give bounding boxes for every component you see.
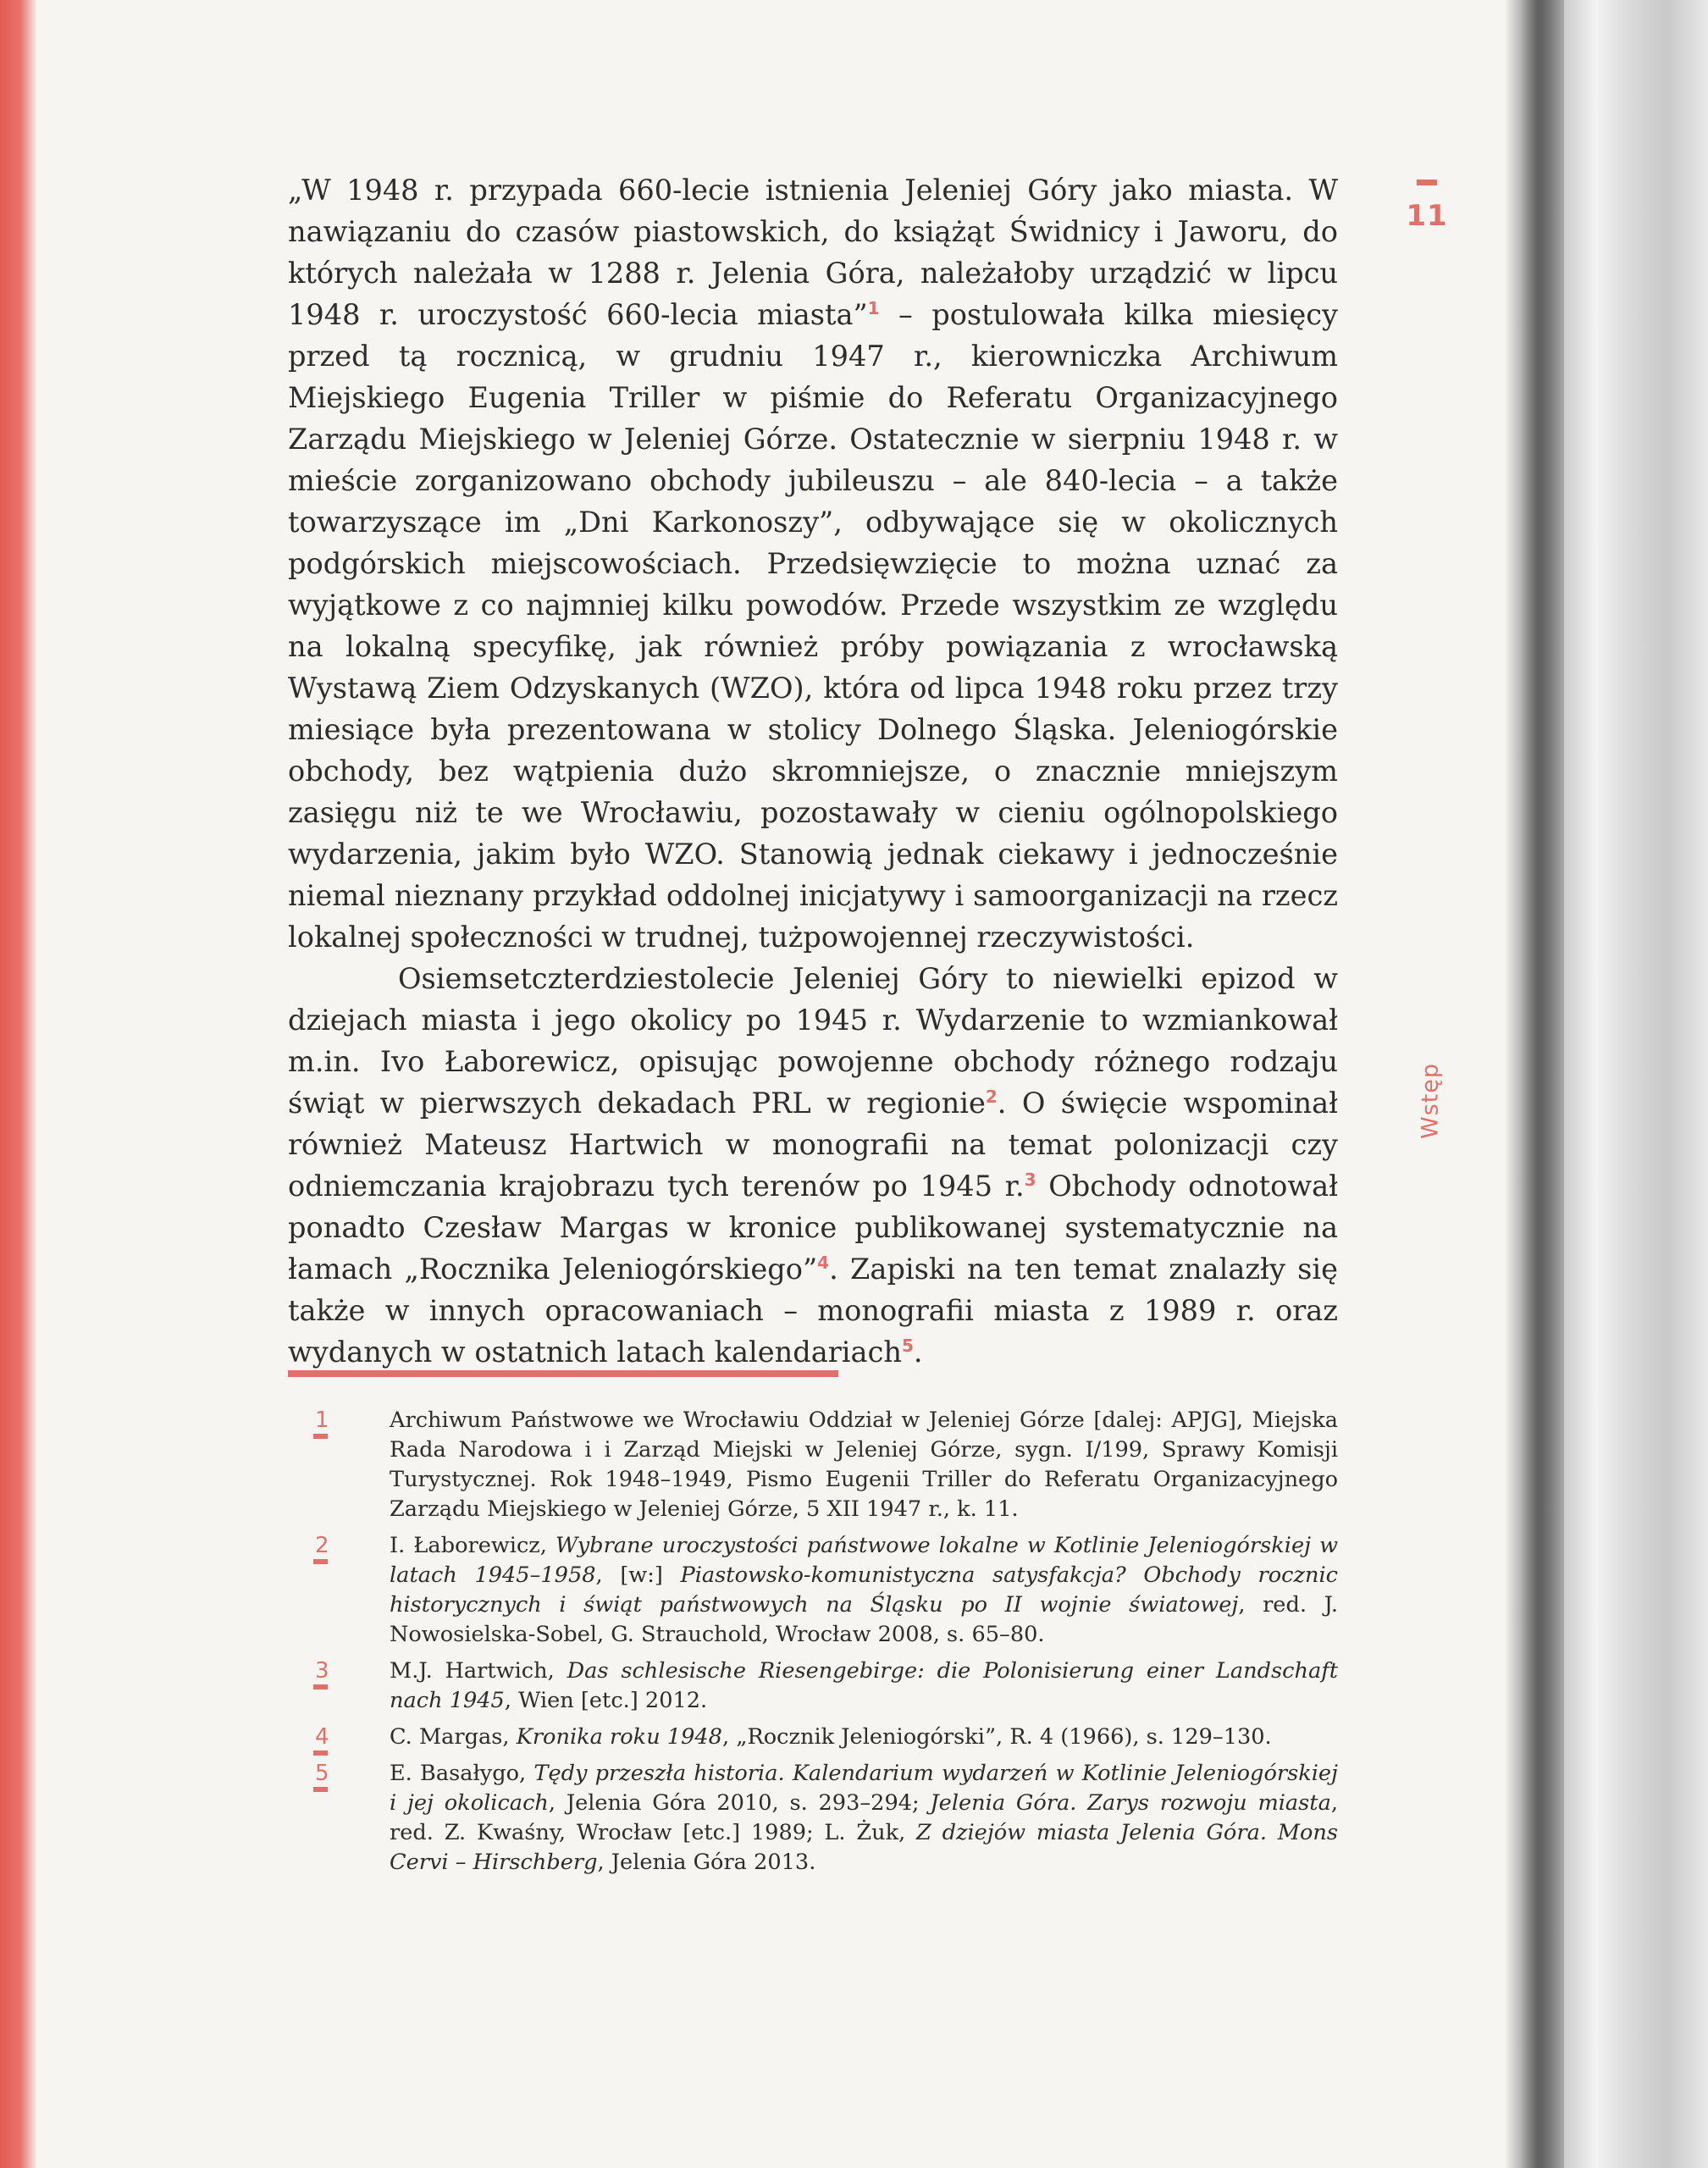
text-run: E. Basałygo, xyxy=(390,1761,534,1786)
footnote-reference[interactable]: 2 xyxy=(985,1086,998,1107)
text-run: , Wien [etc.] 2012. xyxy=(504,1688,708,1713)
footnote-reference[interactable]: 4 xyxy=(817,1252,830,1273)
footnote-number xyxy=(288,1406,390,1524)
text-run: „W 1948 r. przypada 660-lecie istnienia Jeleniej Góry jako miasta. W nawiązaniu do czasów piastowskich, do książąt Świdnicy i Jaworu, do których należała w 1288 r. Jelenia Góra, należałoby urządzić w lipcu 1948 r. uroczystość 660-lecia miasta” xyxy=(288,174,1338,331)
footnote-number-label: 4 xyxy=(315,1724,329,1750)
text-run: C. Margas, xyxy=(390,1724,517,1750)
footnote-reference[interactable]: 1 xyxy=(867,297,880,318)
footnote-number xyxy=(288,1531,390,1650)
binding-shadow xyxy=(1505,0,1564,2168)
book-binding-right xyxy=(1505,0,1708,2168)
running-head xyxy=(1416,1050,1445,1152)
italic-title: Kronika roku 1948 xyxy=(516,1724,722,1750)
running-head-label: Wstęp xyxy=(1417,1062,1444,1140)
page-number-block xyxy=(1401,180,1452,233)
paragraph-2 xyxy=(288,958,1338,1373)
text-run: Archiwum Państwowe we Wrocławiu Oddział w Jeleniej Górze [dalej: APJG], Miejska Rada Narodowa i i Zarząd Miejski w Jeleniej Górze, sygn. I/199, Sprawy Komisji Turystycznej. Rok 1948–1949, Pismo Eugenii Triller do Referatu Organizacyjnego Zarządu Miejskiego w Jeleniej Górze, 5 XII 1947 r., k. 11. xyxy=(390,1408,1338,1522)
footnote-text xyxy=(390,1531,1338,1650)
italic-title: Das schlesische Riesengebirge: die Polonisierung einer Landschaft nach 1945 xyxy=(390,1658,1338,1713)
footnote-number-mark xyxy=(313,1434,328,1439)
footnote-item xyxy=(288,1531,1338,1650)
italic-title: Z dziejów miasta Jelenia Góra. Mons Cervi – Hirschberg xyxy=(390,1820,1338,1875)
footnote-number-label: 3 xyxy=(315,1658,329,1684)
italic-title: Piastowsko-komunistyczna satysfakcja? Obchody rocznic historycznych i świąt państwowych na Śląsku po II wojnie światowej xyxy=(390,1562,1338,1618)
text-run: . xyxy=(913,1336,923,1369)
footnote-number-mark xyxy=(313,1787,328,1792)
footnote-number-label: 1 xyxy=(315,1408,329,1433)
text-run: , „Rocznik Jeleniogórski”, R. 4 (1966), s. 129–130. xyxy=(721,1724,1272,1750)
page-number-bar xyxy=(1417,180,1437,185)
text-run: , red. J. Nowosielska-Sobel, G. Strauchold, Wrocław 2008, s. 65–80. xyxy=(390,1592,1338,1647)
footnote-number-mark xyxy=(313,1684,328,1690)
text-run: Osiemsetczterdziestolecie Jeleniej Góry to niewielki epizod w dziejach miasta i jego okolicy po 1945 r. Wydarzenie to wzmiankował m.in. Ivo Łaborewicz, opisując powojenne obchody różnego rodzaju świąt w pierwszych dekadach PRL w regionie xyxy=(288,962,1338,1120)
text-run: . Zapiski na ten temat znalazły się także w innych opracowaniach – monografii miasta z 1989 r. oraz wydanych w ostatnich latach kalendariach xyxy=(288,1253,1339,1369)
footnote-item xyxy=(288,1759,1338,1878)
page-edge-left xyxy=(0,0,37,2168)
text-run: , Jelenia Góra 2013. xyxy=(597,1850,816,1875)
footnote-item xyxy=(288,1723,1338,1752)
footnote-number-label: 2 xyxy=(315,1533,329,1558)
footnote-reference[interactable]: 3 xyxy=(1024,1169,1036,1190)
footnote-number-mark xyxy=(313,1559,328,1564)
footnote-text xyxy=(390,1723,1338,1752)
footnote-item xyxy=(288,1406,1338,1524)
footnote-text xyxy=(390,1406,1338,1524)
italic-title: Jelenia Góra. Zarys rozwoju miasta xyxy=(930,1790,1331,1816)
footnotes xyxy=(288,1406,1338,1884)
footnote-text xyxy=(390,1656,1338,1716)
footnote-number-label: 5 xyxy=(315,1761,329,1786)
footnote-number xyxy=(288,1759,390,1878)
italic-title: Wybrane uroczystości państwowe lokalne w Kotlinie Jeleniogórskiej w latach 1945–1958 xyxy=(390,1533,1339,1588)
text-run: , Jelenia Góra 2010, s. 293–294; xyxy=(548,1790,931,1816)
footnote-number-mark xyxy=(313,1750,328,1756)
text-run: . O święcie wspominał również Mateusz Hartwich w monografii na temat polonizacji czy odniemczania krajobrazu tych terenów po 1945 r. xyxy=(288,1087,1338,1203)
paragraph-1 xyxy=(288,169,1338,958)
footnote-item xyxy=(288,1656,1338,1716)
text-run: – postulowała kilka miesięcy przed tą rocznicą, w grudniu 1947 r., kierowniczka Archiwum Miejskiego Eugenia Triller w piśmie do Referatu Organizacyjnego Zarządu Miejskiego w Jeleniej Górze. Ostatecznie w sierpniu 1948 r. w mieście zorganizowano obchody jubileuszu – ale 840-lecia – a także towarzyszące im „Dni Karkonoszy”, odbywające się w okolicznych podgórskich miejscowościach. Przedsięwzięcie to można uznać za wyjątkowe z co najmniej kilku powodów. Przede wszystkim ze względu na lokalną specyfikę, jak również próby powiązania z wrocławską Wystawą Ziem Odzyskanych (WZO), która od lipca 1948 roku przez trzy miesiące była prezentowana w stolicy Dolnego Śląska. Jeleniogórskie obchody, bez wątpienia dużo skromniejsze, o znacznie mniejszym zasięgu niż te we Wrocławiu, pozostawały w cieniu ogólnopolskiego wydarzenia, jakim było WZO. Stanowią jednak ciekawy i jednocześnie niemal nieznany przykład oddolnej inicjatywy i samoorganizacji na rzecz lokalnej społeczności w trudnej, tużpowojennej rzeczywistości. xyxy=(288,298,1338,954)
footnote-text xyxy=(390,1759,1338,1878)
footnote-number xyxy=(288,1723,390,1752)
text-run: , [w:] xyxy=(595,1562,681,1588)
page-number: 11 xyxy=(1406,199,1448,233)
text-run: Obchody odnotował ponadto Czesław Margas w kronice publikowanej systematycznie na łamach „Rocznika Jeleniogórskiego” xyxy=(288,1170,1338,1286)
text-run: , red. Z. Kwaśny, Wrocław [etc.] 1989; L. Żuk, xyxy=(390,1790,1338,1845)
text-run: I. Łaborewicz, xyxy=(390,1533,556,1558)
footnote-number xyxy=(288,1656,390,1716)
main-text xyxy=(288,169,1338,1373)
footnote-reference[interactable]: 5 xyxy=(902,1335,914,1356)
italic-title: Tędy przeszła historia. Kalendarium wydarzeń w Kotlinie Jeleniogórskiej i jej okolicach xyxy=(390,1761,1338,1816)
footnote-rule xyxy=(288,1370,838,1377)
text-run: M.J. Hartwich, xyxy=(390,1658,567,1684)
